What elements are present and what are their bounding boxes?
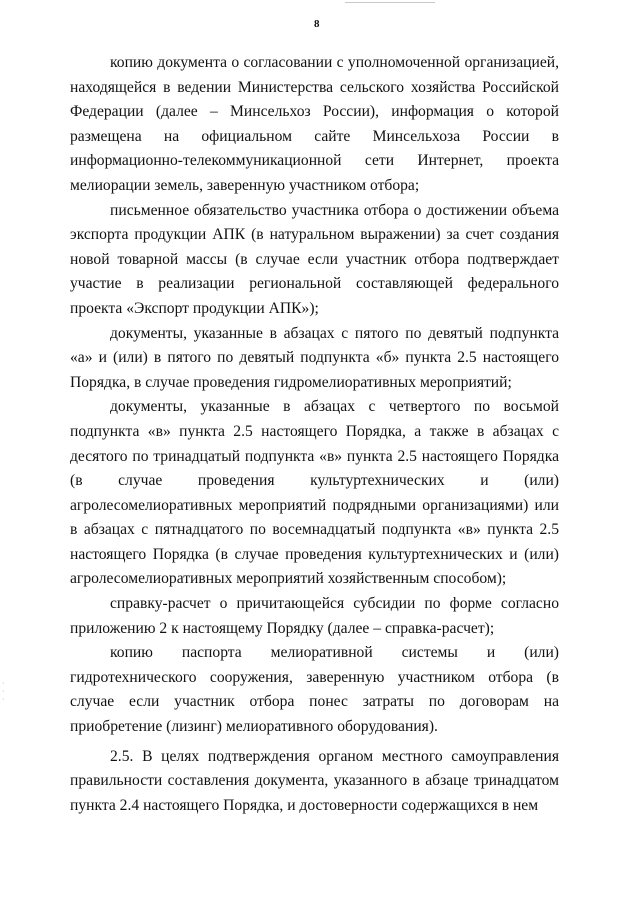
paragraph-passport-copy: копию паспорта мелиоративной системы и (или) гидротехнического сооружения, заверенную участником отбора (в случае если участник отбора понес затраты по договорам на приобретение (лизинг) мелиоративного оборудования). [70, 644, 559, 736]
paragraph-section-2-5: 2.5. В целях подтверждения органом местного самоуправления правильности составления документа, указанного в абзаце тринадцатом пункта 2.4 настоящего Порядка, и достоверности содержащихся в нем [70, 747, 559, 814]
scan-artifact-line [345, 2, 435, 3]
paragraph-export-obligation: письменное обязательство участника отбора о достижении объема экспорта продукции АПК (в натуральном выражении) за счет создания новой товарной массы (в случае если участник отбора подтверждает участие в реализации региональной составляющей федерального проекта «Экспорт продукции АПК»); [70, 201, 559, 317]
paragraph-agreement-copy: копию документа о согласовании с уполномоченной организацией, находящейся в ведении Министерства сельского хозяйства Российской Федерации (далее – Минсельхоз России), информация о которой размещена на официальном сайте Минсельхоза России в информационно-телекоммуникационной сети Интернет, проекта мелиорации земель, заверенную участником отбора; [70, 54, 559, 194]
document-body [70, 51, 559, 818]
page-number: 8 [314, 18, 320, 30]
paragraph-cultural-technical-documents: документы, указанные в абзацах с четвертого по восьмой подпункта «в» пункта 2.5 настоящего Порядка, а также в абзацах с десятого по тринадцатый подпункта «в» пункта 2.5 настоящего Порядка (в случае проведения культуртехнических и (или) агролесомелиоративных мероприятий подрядными организациями) или в абзацах с пятнадцатого по восемнадцатый подпункта «в» пункта 2.5 настоящего Порядка (в случае проведения культуртехнических и (или) агролесомелиоративных мероприятий хозяйственным способом); [70, 398, 559, 588]
scan-margin-marks: · · · [2, 679, 5, 704]
paragraph-hydro-documents: документы, указанные в абзацах с пятого по девятый подпункта «а» и (или) в пятого по девятый подпункта «б» пункта 2.5 настоящего Порядка, в случае проведения гидромелиоративных мероприятий; [70, 324, 559, 391]
paragraph-calculation-certificate: справку-расчет о причитающейся субсидии по форме согласно приложению 2 к настоящему Порядку (далее – справка-расчет); [70, 595, 559, 637]
